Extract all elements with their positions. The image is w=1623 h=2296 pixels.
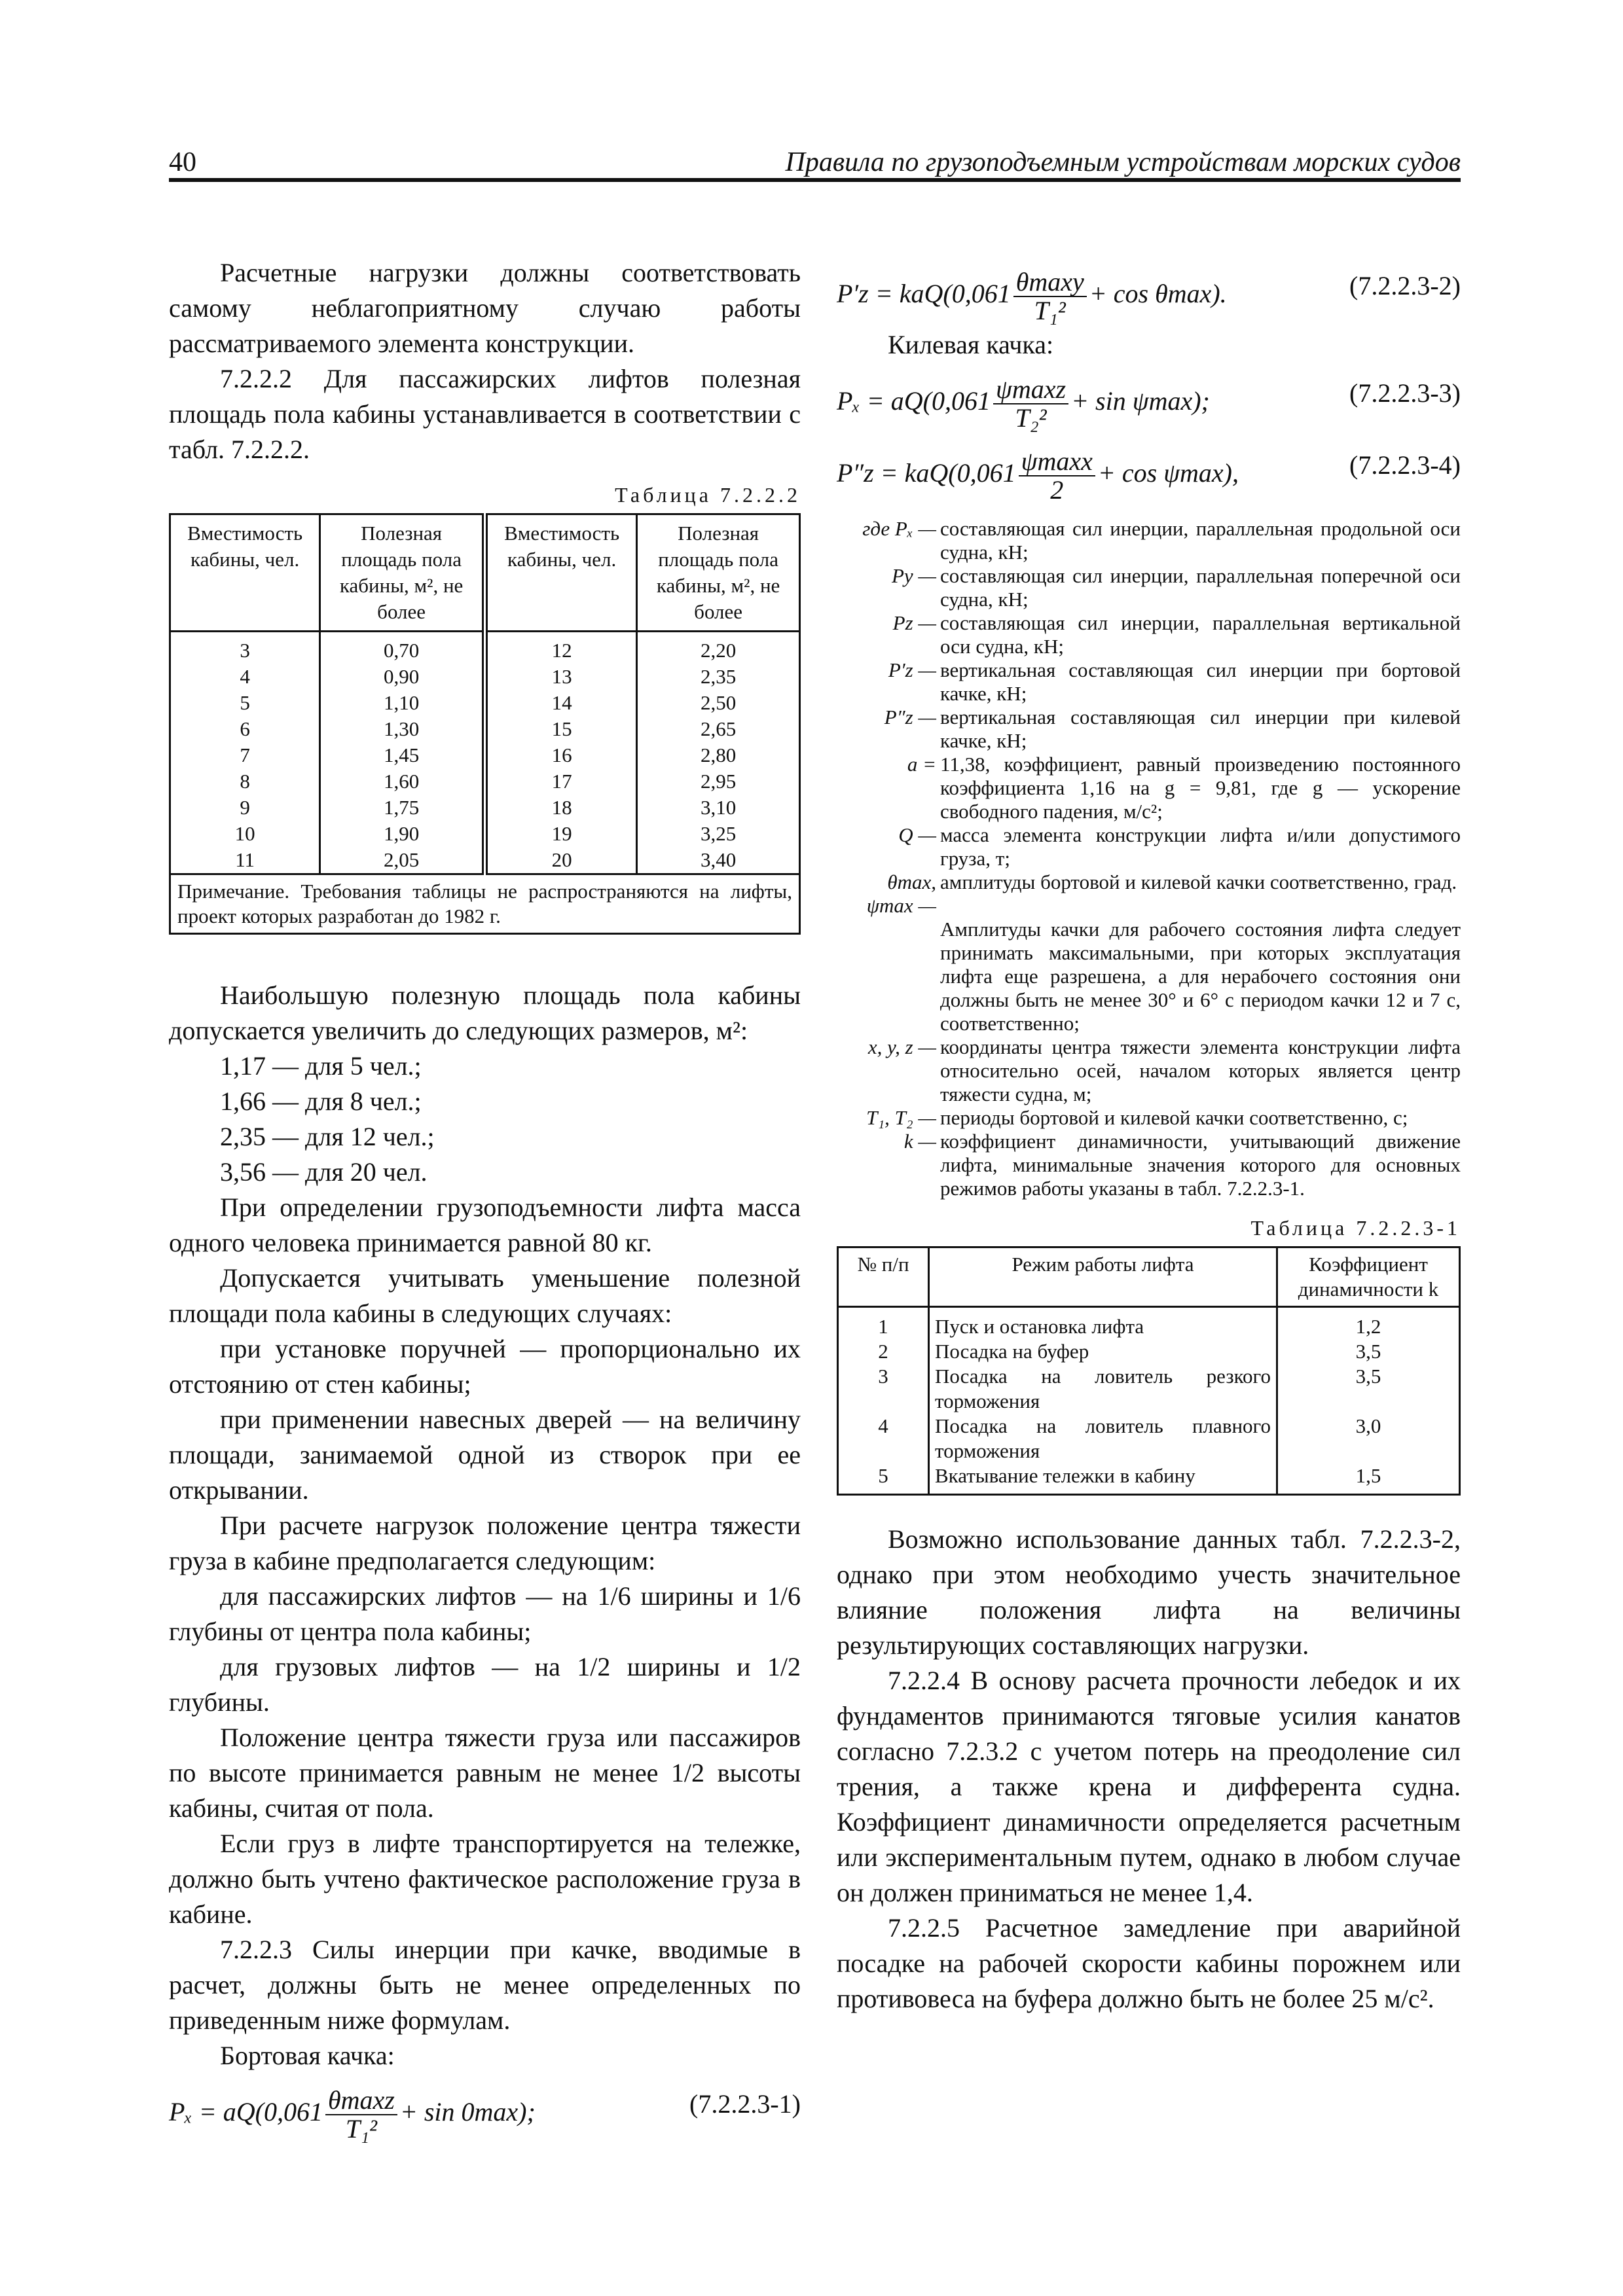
formula-fraction bbox=[993, 376, 1068, 432]
paragraph: Если груз в лифте транспортируется на тележке, должно быть учтено фактическое расположение груза в кабине. bbox=[169, 1829, 801, 1929]
formula-numerator: ψmaxx bbox=[1019, 448, 1095, 476]
definition-list bbox=[837, 517, 1461, 918]
paragraph: 7.2.2.2 Для пассажирских лифтов полезная площадь пола кабины устанавливается в соответствии с табл. 7.2.2.2. bbox=[169, 364, 801, 464]
table-row bbox=[170, 716, 800, 742]
formula-rhs: + cos ψmax), bbox=[1097, 458, 1239, 488]
definition-text: 11,38, коэффициент, равный произведению постоянного коэффициента 1,16 на g = 9,81, где g — ускорение свободного падения, м/с²; bbox=[940, 753, 1461, 823]
table-cell: 19 bbox=[484, 821, 636, 847]
formula-7-2-2-3-1 bbox=[169, 2073, 801, 2145]
spacer bbox=[837, 1496, 1461, 1522]
table-row bbox=[838, 1414, 1460, 1463]
definition-item bbox=[837, 1106, 1461, 1130]
formula-numerator: θmaxy bbox=[1013, 268, 1087, 297]
definition-item bbox=[837, 1035, 1461, 1106]
table-note-row bbox=[170, 874, 800, 934]
table-row bbox=[170, 768, 800, 795]
table-cell: 2,65 bbox=[637, 716, 800, 742]
paragraph: Расчетные нагрузки должны соответствовать самому неблагоприятному случаю работы рассматриваемого элемента конструкции. bbox=[169, 258, 801, 358]
table-caption: Таблица 7.2.2.3-1 bbox=[1250, 1216, 1461, 1240]
table-cell: 1 bbox=[838, 1307, 929, 1340]
cabin-area-table bbox=[169, 513, 801, 935]
table-row bbox=[170, 847, 800, 874]
table-cell: 3,0 bbox=[1277, 1414, 1460, 1463]
subheading: Килевая качка: bbox=[888, 330, 1054, 359]
table-cell: Посадка на ловитель резкого торможения bbox=[929, 1364, 1277, 1414]
formula-lhs: P′z = kaQ(0,061 bbox=[837, 279, 1011, 309]
table-row bbox=[170, 795, 800, 821]
formula-7-2-2-3-4 bbox=[837, 435, 1461, 507]
table-row bbox=[170, 742, 800, 768]
table-cell: 10 bbox=[170, 821, 320, 847]
definition-symbol: k — bbox=[903, 1130, 936, 1153]
definition-text: составляющая сил инерции, параллельная продольной оси судна, кН; bbox=[940, 517, 1461, 564]
paragraph: 7.2.2.5 Расчетное замедление при аварийной посадке на рабочей скорости кабины порожнем или противовеса на буфера должно быть не более 25 м/с². bbox=[837, 1913, 1461, 2013]
definition-text: координаты центра тяжести элемента конструкции лифта относительно осей, началом которых является центр тяжести судна, м; bbox=[940, 1035, 1461, 1105]
paragraph: 7.2.2.4 В основу расчета прочности лебедок и их фундаментов принимаются тяговые усилия канатов согласно 7.2.3.2 с учетом потерь на преодоление сил трения, а также крена и дифферента судна. Коэффициент динамичности определяется расчетным или экспериментальным путем, однако в любом случае он должен приниматься не менее 1,4. bbox=[837, 1666, 1461, 1907]
paragraph: При определении грузоподъемности лифта масса одного человека принимается равной 80 кг. bbox=[169, 1193, 801, 1257]
paragraph: при применении навесных дверей — на величину площади, занимаемой одной из створок при ее открывании. bbox=[169, 1405, 801, 1505]
definition-item bbox=[837, 611, 1461, 658]
right-column bbox=[837, 255, 1461, 2017]
definition-symbol: Pz — bbox=[892, 611, 936, 634]
symbol-definitions bbox=[837, 517, 1461, 1200]
table-cell: 2,80 bbox=[637, 742, 800, 768]
table-header-cell: Полезная площадь пола кабины, м², не более bbox=[637, 514, 800, 632]
formula-lhs: Pₓ = aQ(0,061 bbox=[169, 2097, 323, 2127]
table-cell: 2,95 bbox=[637, 768, 800, 795]
list-item: 2,35 — для 12 чел.; bbox=[220, 1122, 435, 1151]
table-row bbox=[170, 632, 800, 664]
table-cell: 1,90 bbox=[320, 821, 485, 847]
formula-expression bbox=[837, 268, 1227, 325]
table-cell: 9 bbox=[170, 795, 320, 821]
dynamic-coefficient-table bbox=[837, 1246, 1461, 1496]
table-cell: 3,5 bbox=[1277, 1339, 1460, 1364]
table-cell: 4 bbox=[170, 664, 320, 690]
left-column bbox=[169, 255, 801, 2145]
spacer bbox=[169, 935, 801, 978]
formula-numerator: θmaxz bbox=[325, 2087, 397, 2115]
table-cell: 17 bbox=[484, 768, 636, 795]
table-note: Примечание. Требования таблицы не распространяются на лифты, проект которых разработан до 1982 г. bbox=[170, 874, 800, 934]
formula-7-2-2-3-2 bbox=[837, 255, 1461, 327]
table-cell: 16 bbox=[484, 742, 636, 768]
table-cell: Пуск и остановка лифта bbox=[929, 1307, 1277, 1340]
table-cell: 3,40 bbox=[637, 847, 800, 874]
formula-number: (7.2.2.3-3) bbox=[1349, 378, 1461, 408]
definition-text: составляющая сил инерции, параллельная вертикальной оси судна, кН; bbox=[940, 611, 1461, 658]
formula-fraction bbox=[1013, 268, 1087, 325]
definition-symbol: где Pₓ — bbox=[862, 517, 936, 540]
table-header-cell: Режим работы лифта bbox=[929, 1247, 1277, 1307]
formula-denominator: 2 bbox=[1050, 475, 1064, 505]
formula-rhs: + cos θmax). bbox=[1089, 279, 1227, 309]
table-row bbox=[170, 690, 800, 716]
table-cell: 1,75 bbox=[320, 795, 485, 821]
definition-note: Амплитуды качки для рабочего состояния лифта следует принимать максимальными, при которых эксплуатация лифта еще разрешена, а для нерабочего состояния они должны быть не менее 30° и 6° с периодом качки 12 и 7 с, соответственно; bbox=[940, 918, 1461, 1035]
definition-text: коэффициент динамичности, учитывающий движение лифта, минимальные значения которого для основных режимов работы указаны в табл. 7.2.2.3-1. bbox=[940, 1130, 1461, 1200]
definition-symbol: θmax, ψmax — bbox=[866, 870, 936, 917]
paragraph: при установке поручней — пропорционально их отстоянию от стен кабины; bbox=[169, 1334, 801, 1399]
paragraph: для грузовых лифтов — на 1/2 ширины и 1/2 глубины. bbox=[169, 1652, 801, 1717]
formula-denominator: T₁² bbox=[1034, 296, 1066, 325]
formula-denominator: T₂² bbox=[1015, 403, 1047, 433]
header-rule bbox=[169, 178, 1461, 182]
paragraph: Положение центра тяжести груза или пассажиров по высоте принимается равным не менее 1/2 высоты кабины, считая от пола. bbox=[169, 1723, 801, 1823]
definition-text: составляющая сил инерции, параллельная поперечной оси судна, кН; bbox=[940, 564, 1461, 611]
definition-text: вертикальная составляющая сил инерции при бортовой качке, кН; bbox=[940, 658, 1461, 705]
definition-symbol: Py — bbox=[891, 564, 936, 587]
table-cell: 2,05 bbox=[320, 847, 485, 874]
table-cell: 8 bbox=[170, 768, 320, 795]
paragraph: При расчете нагрузок положение центра тяжести груза в кабине предполагается следующим: bbox=[169, 1511, 801, 1575]
table-cell: 5 bbox=[170, 690, 320, 716]
definition-symbol: a = bbox=[907, 753, 936, 776]
formula-number: (7.2.2.3-1) bbox=[689, 2089, 801, 2119]
formula-fraction bbox=[325, 2087, 397, 2143]
formula-denominator: T₁² bbox=[345, 2114, 377, 2144]
table-header-cell: Коэффициент динамичности k bbox=[1277, 1247, 1460, 1307]
paragraph: Допускается учитывать уменьшение полезной площади пола кабины в следующих случаях: bbox=[169, 1263, 801, 1328]
formula-expression bbox=[837, 376, 1210, 432]
table-cell: 4 bbox=[838, 1414, 929, 1463]
table-cell: 3 bbox=[838, 1364, 929, 1414]
table-cell: 1,30 bbox=[320, 716, 485, 742]
formula-expression bbox=[169, 2087, 536, 2143]
table-body bbox=[170, 632, 800, 874]
table-cell: 1,10 bbox=[320, 690, 485, 716]
table-cell: 0,70 bbox=[320, 632, 485, 664]
table-cell: Посадка на буфер bbox=[929, 1339, 1277, 1364]
formula-rhs: + sin ψmax); bbox=[1071, 386, 1210, 416]
definition-item bbox=[837, 1130, 1461, 1200]
formula-number: (7.2.2.3-2) bbox=[1349, 271, 1461, 300]
paragraph: Наибольшую полезную площадь пола кабины допускается увеличить до следующих размеров, м²: bbox=[169, 980, 801, 1045]
paragraph: Бортовая качка: bbox=[220, 2041, 395, 2070]
table-caption: Таблица 7.2.2.2 bbox=[615, 483, 801, 507]
definition-item bbox=[837, 870, 1461, 918]
definition-list bbox=[837, 1035, 1461, 1200]
table-cell: 15 bbox=[484, 716, 636, 742]
table-cell: 20 bbox=[484, 847, 636, 874]
definition-item bbox=[837, 564, 1461, 611]
table-row bbox=[838, 1364, 1460, 1414]
formula-lhs: Pₓ = aQ(0,061 bbox=[837, 386, 991, 416]
list-item: 1,17 — для 5 чел.; bbox=[220, 1051, 422, 1081]
table-cell: 3,25 bbox=[637, 821, 800, 847]
running-title: Правила по грузоподъемным устройствам морских судов bbox=[785, 147, 1461, 177]
paragraph: Возможно использование данных табл. 7.2.2.3-2, однако при этом необходимо учесть значительное влияние положения лифта на величины результирующих составляющих нагрузки. bbox=[837, 1524, 1461, 1660]
table-row bbox=[170, 664, 800, 690]
formula-7-2-2-3-3 bbox=[837, 363, 1461, 435]
definition-symbol: P″z — bbox=[884, 706, 936, 728]
definition-symbol: x, y, z — bbox=[867, 1035, 936, 1058]
table-cell: 2,50 bbox=[637, 690, 800, 716]
table-cell: 12 bbox=[484, 632, 636, 664]
table-cell: 1,2 bbox=[1277, 1307, 1460, 1340]
list-item: 1,66 — для 8 чел.; bbox=[220, 1086, 422, 1116]
definition-text: амплитуды бортовой и килевой качки соответственно, град. bbox=[940, 870, 1457, 893]
list-item: 3,56 — для 20 чел. bbox=[220, 1157, 428, 1187]
formula-numerator: ψmaxz bbox=[993, 376, 1068, 404]
definition-item bbox=[837, 658, 1461, 706]
definition-item bbox=[837, 706, 1461, 753]
table-cell: 3,10 bbox=[637, 795, 800, 821]
formula-lhs: P″z = kaQ(0,061 bbox=[837, 458, 1016, 488]
definition-item bbox=[837, 517, 1461, 564]
table-cell: 18 bbox=[484, 795, 636, 821]
table-cell: 1,45 bbox=[320, 742, 485, 768]
table-cell: Посадка на ловитель плавного торможения bbox=[929, 1414, 1277, 1463]
definition-item bbox=[837, 753, 1461, 823]
definition-text: вертикальная составляющая сил инерции при килевой качке, кН; bbox=[940, 706, 1461, 752]
table-cell: 3 bbox=[170, 632, 320, 664]
table-cell: 5 bbox=[838, 1463, 929, 1495]
table-row bbox=[838, 1339, 1460, 1364]
table-row bbox=[838, 1463, 1460, 1495]
table-header-cell: Полезная площадь пола кабины, м², не более bbox=[320, 514, 485, 632]
table-body bbox=[838, 1307, 1460, 1495]
formula-rhs: + sin 0max); bbox=[399, 2097, 536, 2127]
formula-fraction bbox=[1019, 448, 1095, 504]
definition-text: периоды бортовой и килевой качки соответственно, с; bbox=[940, 1106, 1408, 1129]
table-cell: 13 bbox=[484, 664, 636, 690]
table-row bbox=[170, 821, 800, 847]
table-cell: 2,20 bbox=[637, 632, 800, 664]
table-header-cell: Вместимость кабины, чел. bbox=[484, 514, 636, 632]
paragraph: 7.2.2.3 Силы инерции при качке, вводимые в расчет, должны быть не менее определенных по приведенным ниже формулам. bbox=[169, 1935, 801, 2035]
table-cell: 7 bbox=[170, 742, 320, 768]
table-cell: 0,90 bbox=[320, 664, 485, 690]
definition-text: масса элемента конструкции лифта и/или допустимого груза, т; bbox=[940, 823, 1461, 870]
formula-number: (7.2.2.3-4) bbox=[1349, 450, 1461, 480]
definition-symbol: T₁, T₂ — bbox=[866, 1106, 936, 1129]
table-cell: 3,5 bbox=[1277, 1364, 1460, 1414]
formula-expression bbox=[837, 448, 1239, 504]
definition-symbol: P′z — bbox=[888, 658, 936, 681]
table-header-cell: Вместимость кабины, чел. bbox=[170, 514, 320, 632]
table-header-row bbox=[838, 1247, 1460, 1307]
page-number: 40 bbox=[169, 147, 196, 177]
table-cell: 6 bbox=[170, 716, 320, 742]
definition-symbol: Q — bbox=[898, 823, 936, 846]
table-header-cell: № п/п bbox=[838, 1247, 929, 1307]
table-cell: 11 bbox=[170, 847, 320, 874]
table-cell: 2 bbox=[838, 1339, 929, 1364]
definition-item bbox=[837, 823, 1461, 870]
table-row bbox=[838, 1307, 1460, 1340]
table-cell: Вкатывание тележки в кабину bbox=[929, 1463, 1277, 1495]
table-cell: 14 bbox=[484, 690, 636, 716]
table-cell: 1,60 bbox=[320, 768, 485, 795]
table-cell: 2,35 bbox=[637, 664, 800, 690]
paragraph: для пассажирских лифтов — на 1/6 ширины и 1/6 глубины от центра пола кабины; bbox=[169, 1581, 801, 1646]
table-header-row bbox=[170, 514, 800, 632]
table-cell: 1,5 bbox=[1277, 1463, 1460, 1495]
